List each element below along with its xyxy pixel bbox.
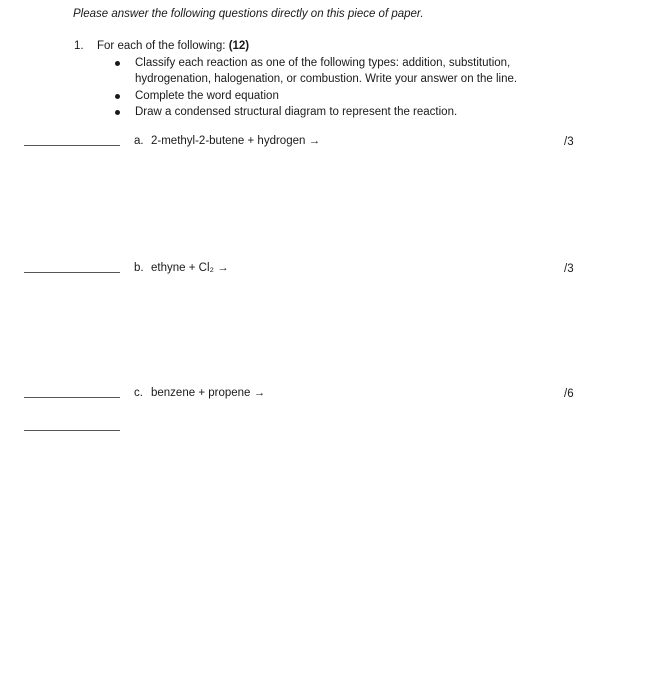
bullet-icon bbox=[115, 110, 120, 115]
answer-line-a[interactable] bbox=[24, 145, 120, 146]
part-c bbox=[134, 387, 265, 399]
answer-line-b[interactable] bbox=[24, 272, 120, 273]
bullet-item bbox=[110, 55, 560, 87]
question-prompt bbox=[97, 40, 249, 52]
question-number: 1. bbox=[74, 40, 84, 52]
bullet-item bbox=[110, 88, 560, 104]
bullet-item bbox=[110, 104, 560, 120]
bullet-icon bbox=[115, 61, 120, 66]
part-reaction: 2-methyl-2-butene + hydrogen → bbox=[151, 135, 321, 147]
bullet-text: Draw a condensed structural diagram to represent the reaction. bbox=[135, 106, 458, 118]
part-reaction: ethyne + Cl₂ → bbox=[151, 262, 229, 274]
part-letter: c. bbox=[134, 387, 143, 399]
instruction-bullets bbox=[110, 55, 560, 121]
bullet-text: Classify each reaction as one of the following types: addition, substitution, hydrogenation, halogenation, or combustion. Write your answer on the line. bbox=[135, 57, 518, 85]
instruction-text: Please answer the following questions directly on this piece of paper. bbox=[73, 8, 424, 20]
part-letter: a. bbox=[134, 135, 144, 147]
bullet-icon bbox=[115, 94, 120, 99]
part-b-marks: /3 bbox=[564, 263, 574, 275]
part-b bbox=[134, 262, 229, 274]
answer-line-extra[interactable] bbox=[24, 430, 120, 431]
part-letter: b. bbox=[134, 262, 144, 274]
question-text: For each of the following: bbox=[97, 40, 229, 52]
answer-line-c[interactable] bbox=[24, 397, 120, 398]
question-total-marks: (12) bbox=[228, 40, 250, 52]
bullet-text: Complete the word equation bbox=[135, 89, 279, 102]
part-a bbox=[134, 135, 320, 147]
part-a-marks: /3 bbox=[564, 136, 574, 148]
part-c-marks: /6 bbox=[564, 388, 574, 400]
part-reaction: benzene + propene → bbox=[151, 387, 266, 399]
